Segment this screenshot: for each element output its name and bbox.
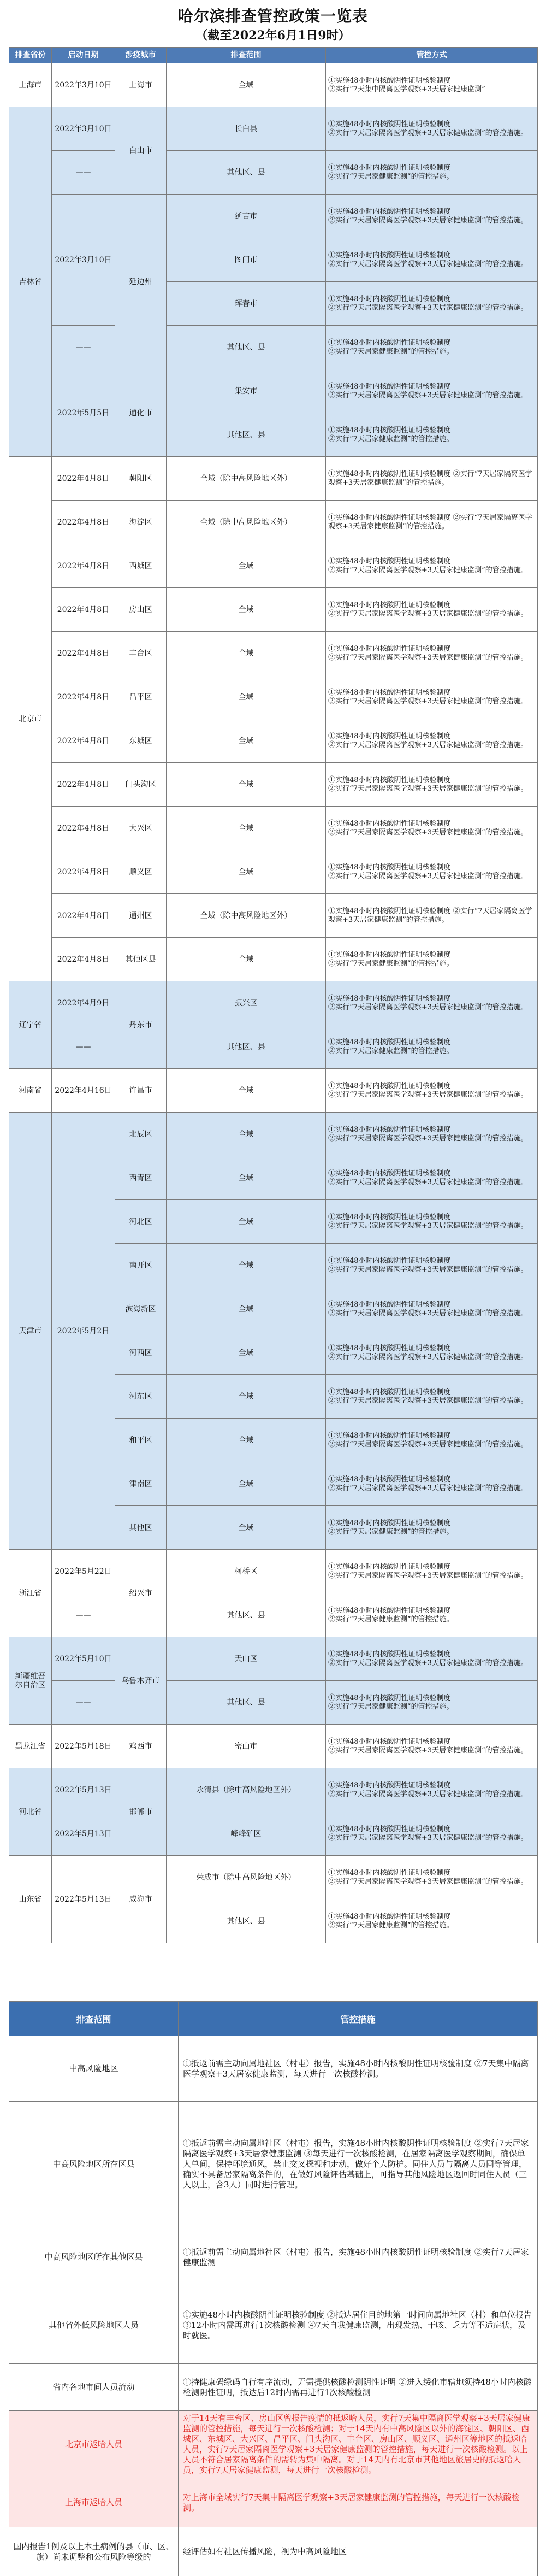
scope-cell: 全域 — [167, 1462, 326, 1506]
table-row — [9, 763, 538, 807]
date-cell: 2022年4月8日 — [52, 544, 115, 588]
province-cell: 河南省 — [9, 1069, 52, 1113]
header-scope: 排查范围 — [167, 48, 326, 63]
scope-cell: 其他区、县 — [167, 1593, 326, 1637]
measures-cell: ①实施48小时内核酸阴性证明核验制度 ②实行“7天居家隔离医学观察+3天居家健康监测”的管控措施。 — [326, 369, 538, 413]
table-row — [9, 2364, 538, 2411]
city-cell: 通化市 — [115, 369, 167, 457]
province-cell: 河北省 — [9, 1768, 52, 1856]
scope-cell: 北京市返哈人员 — [9, 2411, 179, 2478]
city-cell: 绍兴市 — [115, 1550, 167, 1637]
scope-cell: 全域 — [167, 1331, 326, 1375]
measures-cell: ①实施48小时内核酸阴性证明核验制度 ②实行“7天居家隔离医学观察+3天居家健康监测”的管控措施。 — [326, 981, 538, 1025]
city-cell: 通州区 — [115, 894, 167, 938]
province-cell: 辽宁省 — [9, 981, 52, 1069]
measures-cell: ①实施48小时内核酸阴性证明核验制度 ②实行“7天居家隔离医学观察+3天居家健康监测”的管控措施。 — [326, 894, 538, 938]
date-cell: 2022年4月8日 — [52, 457, 115, 501]
measures-cell: ①实施48小时内核酸阴性证明核验制度 ②实行“7天居家隔离医学观察+3天居家健康监测”的管控措施。 — [326, 1200, 538, 1244]
scope-cell: 全域 — [167, 1244, 326, 1287]
date-cell: —— — [52, 1593, 115, 1637]
table-row — [9, 894, 538, 938]
scope-cell: 中高风险地区所在区县 — [9, 2102, 179, 2227]
scope-cell: 全域 — [167, 632, 326, 675]
measures-cell: ①实施48小时内核酸阴性证明核验制度 ②实行“7天居家隔离医学观察+3天居家健康监测”的管控措施。 — [326, 1812, 538, 1856]
measures-cell: ①实施48小时内核酸阴性证明核验制度 ②实行“7天居家隔离医学观察+3天居家健康监测”的管控措施。 — [326, 632, 538, 675]
city-cell: 其他区县 — [115, 938, 167, 981]
city-cell: 大兴区 — [115, 807, 167, 850]
scope-cell: 国内报告1例及以上本土病例的县（市、区、旗）尚未调整和公布风险等级的 — [9, 2527, 179, 2576]
table-row — [9, 544, 538, 588]
table-row — [9, 369, 538, 413]
measures-cell: ①实施48小时内核酸阴性证明核验制度 ②实行“7天居家健康监测”的管控措施。 — [326, 1899, 538, 1943]
city-cell: 顺义区 — [115, 850, 167, 894]
measures-cell: ①实施48小时内核酸阴性证明核验制度 ②实行“7天居家隔离医学观察+3天居家健康监测”的管控措施。 — [326, 1113, 538, 1156]
date-cell: 2022年3月10日 — [52, 107, 115, 151]
scope-cell: 全域 — [167, 1200, 326, 1244]
measures-cell: ①实施48小时内核酸阴性证明核验制度 ②实行“7天居家隔离医学观察+3天居家健康监测”的管控措施。 — [326, 238, 538, 282]
scope-cell: 全域 — [167, 763, 326, 807]
scope-cell: 上海市返哈人员 — [9, 2478, 179, 2527]
table-row — [9, 632, 538, 675]
measures-cell: ①实施48小时内核酸阴性证明核验制度 ②实行“7天居家隔离医学观察+3天居家健康监测”的管控措施。 — [326, 763, 538, 807]
header-province: 排查省份 — [9, 48, 52, 63]
scope-cell: 全域（除中高风险地区外） — [167, 894, 326, 938]
date-cell: 2022年4月8日 — [52, 675, 115, 719]
measures-cell: ①实施48小时内核酸阴性证明核验制度 ②实行“7天居家隔离医学观察+3天居家健康监测”的管控措施。 — [326, 719, 538, 763]
measures-cell: ①实施48小时内核酸阴性证明核验制度 ②实行“7天居家隔离医学观察+3天居家健康监测”的管控措施。 — [326, 1244, 538, 1287]
measures-cell: ①实施48小时内核酸阴性证明核验制度 ②实行“7天居家健康监测”的管控措施。 — [326, 413, 538, 457]
measures-cell: ①实施48小时内核酸阴性证明核验制度 ②实行“7天居家隔离医学观察+3天居家健康监测”的管控措施。 — [326, 282, 538, 326]
measures-cell: ①实施48小时内核酸阴性证明核验制度 ②实行“7天居家隔离医学观察+3天居家健康监测”的管控措施。 — [326, 1856, 538, 1899]
table-header-row — [9, 2002, 538, 2036]
table-row — [9, 2527, 538, 2576]
city-cell: 南开区 — [115, 1244, 167, 1287]
table-row — [9, 2102, 538, 2227]
scope-cell: 全域 — [167, 807, 326, 850]
measures-cell: ①实施48小时内核酸阴性证明核验制度 ②实行“7天居家隔离医学观察+3天居家健康监测”的管控措施。 — [326, 107, 538, 151]
scope-cell: 密山市 — [167, 1725, 326, 1768]
date-cell: 2022年4月9日 — [52, 981, 115, 1025]
table-row — [9, 938, 538, 981]
measures-cell: ①抵返前需主动向属地社区（村屯）报告，实施48小时内核酸阴性证明核验制度 ②实行7天居家健康监测 — [179, 2227, 538, 2287]
city-cell: 河西区 — [115, 1331, 167, 1375]
measures-cell: ①持健康码绿码自行有序流动，无需提供核酸检测阴性证明 ②进入绥化市辖地须持48小时内核酸检测阴性证明，抵达后12时内需再进行1次核酸检测 — [179, 2364, 538, 2411]
measures-cell: ①实施48小时内核酸阴性证明核验制度 ②实行“7天居家隔离医学观察+3天居家健康监测”的管控措施。 — [326, 1419, 538, 1462]
table-row — [9, 457, 538, 501]
measures-cell: ①实施48小时内核酸阴性证明核验制度 ②抵达居住目的地第一时间向属地社区（村）和单位报告 ③12小时内需再进行1次核酸检测 ④7天自我健康监测，出现发热、干咳、乏力等不适症状，及时就医。 — [179, 2287, 538, 2364]
province-cell: 山东省 — [9, 1856, 52, 1943]
province-cell: 北京市 — [9, 457, 52, 981]
date-cell: 2022年5月13日 — [52, 1856, 115, 1943]
province-cell: 吉林省 — [9, 107, 52, 457]
city-cell: 上海市 — [115, 63, 167, 107]
table-row — [9, 151, 538, 195]
measures-cell: ①实施48小时内核酸阴性证明核验制度 ②实行“7天居家隔离医学观察+3天居家健康监测”的管控措施。 — [326, 1550, 538, 1593]
measures-cell: ①实施48小时内核酸阴性证明核验制度 ②实行“7天居家隔离医学观察+3天居家健康监测”的管控措施。 — [326, 850, 538, 894]
measures-cell: ①实施48小时内核酸阴性证明核验制度 ②实行“7天居家隔离医学观察+3天居家健康监测”的管控措施。 — [326, 588, 538, 632]
scope-cell: 柯桥区 — [167, 1550, 326, 1593]
date-cell: 2022年4月8日 — [52, 632, 115, 675]
scope-cell: 全域 — [167, 63, 326, 107]
table-row — [9, 1069, 538, 1113]
date-cell: 2022年4月16日 — [52, 1069, 115, 1113]
measures-cell: ①实施48小时内核酸阴性证明核验制度 ②实行“7天居家隔离医学观察+3天居家健康监测”的管控措施。 — [326, 1331, 538, 1375]
table-row — [9, 501, 538, 544]
city-cell: 河北区 — [115, 1200, 167, 1244]
date-cell: 2022年4月8日 — [52, 850, 115, 894]
table-row — [9, 1768, 538, 1812]
city-cell: 和平区 — [115, 1419, 167, 1462]
table-row — [9, 2227, 538, 2287]
measures-cell: ①实施48小时内核酸阴性证明核验制度 ②实行“7天居家隔离医学观察+3天居家健康监测”的管控措施。 — [326, 1156, 538, 1200]
header-measures: 管控措施 — [179, 2002, 538, 2036]
header-scope: 排查范围 — [9, 2002, 179, 2036]
city-cell: 北辰区 — [115, 1113, 167, 1156]
measures-cell: ①实施48小时内核酸阴性证明核验制度 ②实行“7天居家隔离医学观察+3天居家健康监测”的管控措施。 — [326, 1768, 538, 1812]
header-measures: 管控方式 — [326, 48, 538, 63]
table-row — [9, 588, 538, 632]
measures-cell: 对于14天有丰台区、房山区曾报告疫情的抵返哈人员，实行7天集中隔离医学观察+3天居家健康监测的管控措施，每天进行一次核酸检测；对于14天内有中高风险区以外的海淀区、朝阳区、西城区、东城区、大兴区、昌平区、门头沟区、丰台区、房山区、顺义区、通州区等地区的抵返哈人员，实行7天居家隔离医学观察+3天居家健康监测的管控措施，每天进行一次核酸检测。以上人员不符合居家隔离条件的需转为集中隔离。对于14天内有北京市其他地区旅居史的抵返哈人员，实行7天居家健康监测，每天进行一次核酸检测。 — [179, 2411, 538, 2478]
scope-cell: 全域 — [167, 1156, 326, 1200]
scope-cell: 长白县 — [167, 107, 326, 151]
city-cell: 白山市 — [115, 107, 167, 195]
date-cell: 2022年5月13日 — [52, 1812, 115, 1856]
city-cell: 门头沟区 — [115, 763, 167, 807]
city-cell: 海淀区 — [115, 501, 167, 544]
date-cell: 2022年5月13日 — [52, 1768, 115, 1812]
date-cell: 2022年5月18日 — [52, 1725, 115, 1768]
table-row — [9, 2411, 538, 2478]
table-row — [9, 1113, 538, 1156]
measures-cell: ①抵返前需主动向属地社区（村屯）报告，实施48小时内核酸阴性证明核验制度 ②7天集中隔离医学观察+3天居家健康监测，每天进行一次核酸检测。 — [179, 2036, 538, 2102]
table-row — [9, 807, 538, 850]
date-cell: 2022年4月8日 — [52, 719, 115, 763]
city-cell: 威海市 — [115, 1856, 167, 1943]
table-row — [9, 1856, 538, 1899]
city-cell: 东城区 — [115, 719, 167, 763]
measures-cell: 经评估如有社区传播风险，视为中高风险地区 — [179, 2527, 538, 2576]
scope-cell: 全域 — [167, 938, 326, 981]
measures-cell: ①实施48小时内核酸阴性证明核验制度 ②实行“7天居家隔离医学观察+3天居家健康监测”的管控措施。 — [326, 501, 538, 544]
measures-cell: 对上海市全域实行7天集中隔离医学观察+3天居家健康监测的管控措施，每天进行一次核酸检测。 — [179, 2478, 538, 2527]
scope-cell: 其他省外低风险地区人员 — [9, 2287, 179, 2364]
measures-cell: ①实施48小时内核酸阴性证明核验制度 ②实行“7天集中隔离医学观察+3天居家健康监测” — [326, 63, 538, 107]
measures-cell: ①实施48小时内核酸阴性证明核验制度 ②实行“7天居家隔离医学观察+3天居家健康监测”的管控措施。 — [326, 1069, 538, 1113]
scope-cell: 全域 — [167, 1113, 326, 1156]
header-start-date: 启动日期 — [52, 48, 115, 63]
scope-cell: 峰峰矿区 — [167, 1812, 326, 1856]
scope-cell: 全域 — [167, 544, 326, 588]
scope-cell: 永清县（除中高风险地区外） — [167, 1768, 326, 1812]
scope-cell: 其他区、县 — [167, 1899, 326, 1943]
date-cell: 2022年5月10日 — [52, 1637, 115, 1681]
scope-cell: 全域 — [167, 588, 326, 632]
table-row — [9, 1681, 538, 1725]
scope-cell: 中高风险地区所在其他区县 — [9, 2227, 179, 2287]
measures-cell: ①抵返前需主动向属地社区（村屯）报告，实施48小时内核酸阴性证明核验制度 ②实行7天居家隔离医学观察+3天居家健康监测 ③每天进行一次核酸检测，在居家隔离医学观察期间，确保单人单间，保持环境通风，禁止交叉探视和走动，做好个人防护。同住人员与隔离人员同等管理，确实不具备居家隔离条件的，在做好风险评估基础上，可指导其他风险地区返回时同住人员（三人以上，含3人）同时进行管理。 — [179, 2102, 538, 2227]
city-cell: 朝阳区 — [115, 457, 167, 501]
city-cell: 鸡西市 — [115, 1725, 167, 1768]
date-cell: —— — [52, 326, 115, 369]
table-row — [9, 1812, 538, 1856]
city-cell: 延边州 — [115, 195, 167, 369]
province-cell: 浙江省 — [9, 1550, 52, 1637]
scope-cell: 其他区、县 — [167, 151, 326, 195]
scope-cell: 中高风险地区 — [9, 2036, 179, 2102]
measures-cell: ①实施48小时内核酸阴性证明核验制度 ②实行“7天居家隔离医学观察+3天居家健康监测”的管控措施。 — [326, 457, 538, 501]
measures-cell: ①实施48小时内核酸阴性证明核验制度 ②实行“7天居家健康监测”的管控措施。 — [326, 1025, 538, 1069]
date-cell: 2022年5月2日 — [52, 1113, 115, 1550]
scope-control-table — [9, 2001, 538, 2576]
date-cell: —— — [52, 1025, 115, 1069]
table-row — [9, 63, 538, 107]
date-cell: 2022年4月8日 — [52, 501, 115, 544]
table-row — [9, 107, 538, 151]
date-cell: 2022年3月10日 — [52, 63, 115, 107]
measures-cell: ①实施48小时内核酸阴性证明核验制度 ②实行“7天居家健康监测”的管控措施。 — [326, 938, 538, 981]
measures-cell: ①实施48小时内核酸阴性证明核验制度 ②实行“7天居家隔离医学观察+3天居家健康监测”的管控措施。 — [326, 1725, 538, 1768]
table-row — [9, 2478, 538, 2527]
scope-cell: 全域 — [167, 719, 326, 763]
scope-cell: 全域 — [167, 675, 326, 719]
measures-cell: ①实施48小时内核酸阴性证明核验制度 ②实行“7天居家隔离医学观察+3天居家健康监测”的管控措施。 — [326, 1637, 538, 1681]
page-title: 哈尔滨排查管控政策一览表 — [177, 7, 368, 25]
city-cell: 房山区 — [115, 588, 167, 632]
scope-cell: 全域 — [167, 850, 326, 894]
table-row — [9, 1025, 538, 1069]
scope-cell: 全域（除中高风险地区外） — [167, 501, 326, 544]
scope-cell: 其他区、县 — [167, 1681, 326, 1725]
measures-cell: ①实施48小时内核酸阴性证明核验制度 ②实行“7天居家隔离医学观察+3天居家健康监测”的管控措施。 — [326, 1287, 538, 1331]
scope-cell: 振兴区 — [167, 981, 326, 1025]
scope-cell: 全域 — [167, 1506, 326, 1550]
city-cell: 昌平区 — [115, 675, 167, 719]
table-row — [9, 195, 538, 238]
scope-cell: 其他区、县 — [167, 1025, 326, 1069]
table-row — [9, 2036, 538, 2102]
scope-cell: 天山区 — [167, 1637, 326, 1681]
province-cell: 新疆维吾尔自治区 — [9, 1637, 52, 1725]
scope-cell: 其他区、县 — [167, 413, 326, 457]
city-cell: 西城区 — [115, 544, 167, 588]
table-row — [9, 675, 538, 719]
scope-cell: 全域 — [167, 1069, 326, 1113]
city-cell: 许昌市 — [115, 1069, 167, 1113]
measures-cell: ①实施48小时内核酸阴性证明核验制度 ②实行“7天居家隔离医学观察+3天居家健康监测”的管控措施。 — [326, 1462, 538, 1506]
measures-cell: ①实施48小时内核酸阴性证明核验制度 ②实行“7天居家健康监测”的管控措施。 — [326, 1506, 538, 1550]
scope-cell: 荣成市（除中高风险地区外） — [167, 1856, 326, 1899]
table-row — [9, 1725, 538, 1768]
scope-cell: 全域 — [167, 1419, 326, 1462]
city-cell: 津南区 — [115, 1462, 167, 1506]
date-cell: 2022年4月8日 — [52, 763, 115, 807]
scope-cell: 珲春市 — [167, 282, 326, 326]
table-header-row — [9, 48, 538, 63]
table-row — [9, 719, 538, 763]
measures-cell: ①实施48小时内核酸阴性证明核验制度 ②实行“7天居家隔离医学观察+3天居家健康监测”的管控措施。 — [326, 544, 538, 588]
date-cell: 2022年5月22日 — [52, 1550, 115, 1593]
scope-cell: 省内各地市间人员流动 — [9, 2364, 179, 2411]
city-cell: 乌鲁木齐市 — [115, 1637, 167, 1725]
table-row — [9, 1593, 538, 1637]
table-row — [9, 981, 538, 1025]
table-row — [9, 326, 538, 369]
province-cell: 天津市 — [9, 1113, 52, 1550]
measures-cell: ①实施48小时内核酸阴性证明核验制度 ②实行“7天居家健康监测”的管控措施。 — [326, 151, 538, 195]
date-cell: 2022年4月8日 — [52, 894, 115, 938]
measures-cell: ①实施48小时内核酸阴性证明核验制度 ②实行“7天居家健康监测”的管控措施。 — [326, 1681, 538, 1725]
date-cell: 2022年4月8日 — [52, 807, 115, 850]
date-cell: 2022年4月8日 — [52, 588, 115, 632]
scope-cell: 全域 — [167, 1287, 326, 1331]
province-cell: 黑龙江省 — [9, 1725, 52, 1768]
table-row — [9, 850, 538, 894]
scope-cell: 图门市 — [167, 238, 326, 282]
table-row — [9, 2287, 538, 2364]
date-cell: 2022年3月10日 — [52, 195, 115, 326]
scope-cell: 全域 — [167, 1375, 326, 1419]
scope-cell: 集安市 — [167, 369, 326, 413]
scope-cell: 延吉市 — [167, 195, 326, 238]
measures-cell: ①实施48小时内核酸阴性证明核验制度 ②实行“7天居家隔离医学观察+3天居家健康监测”的管控措施。 — [326, 807, 538, 850]
city-cell: 邯郸市 — [115, 1768, 167, 1856]
measures-cell: ①实施48小时内核酸阴性证明核验制度 ②实行“7天居家健康监测”的管控措施。 — [326, 326, 538, 369]
scope-cell: 其他区、县 — [167, 326, 326, 369]
city-control-table — [9, 47, 538, 1943]
province-cell: 上海市 — [9, 63, 52, 107]
date-cell: 2022年5月5日 — [52, 369, 115, 457]
measures-cell: ①实施48小时内核酸阴性证明核验制度 ②实行“7天居家隔离医学观察+3天居家健康监测”的管控措施。 — [326, 195, 538, 238]
city-cell: 丹东市 — [115, 981, 167, 1069]
city-cell: 河东区 — [115, 1375, 167, 1419]
city-cell: 其他区 — [115, 1506, 167, 1550]
city-cell: 滨海新区 — [115, 1287, 167, 1331]
city-cell: 西青区 — [115, 1156, 167, 1200]
city-cell: 丰台区 — [115, 632, 167, 675]
date-cell: —— — [52, 151, 115, 195]
header-city: 涉疫城市 — [115, 48, 167, 63]
table-row — [9, 1550, 538, 1593]
measures-cell: ①实施48小时内核酸阴性证明核验制度 ②实行“7天居家健康监测”的管控措施。 — [326, 1593, 538, 1637]
date-cell: —— — [52, 1681, 115, 1725]
measures-cell: ①实施48小时内核酸阴性证明核验制度 ②实行“7天居家隔离医学观察+3天居家健康监测”的管控措施。 — [326, 675, 538, 719]
scope-cell: 全域（除中高风险地区外） — [167, 457, 326, 501]
table-row — [9, 1637, 538, 1681]
date-cell: 2022年4月8日 — [52, 938, 115, 981]
page-subtitle: （截至2022年6月1日9时） — [195, 28, 351, 43]
measures-cell: ①实施48小时内核酸阴性证明核验制度 ②实行“7天居家隔离医学观察+3天居家健康监测”的管控措施。 — [326, 1375, 538, 1419]
